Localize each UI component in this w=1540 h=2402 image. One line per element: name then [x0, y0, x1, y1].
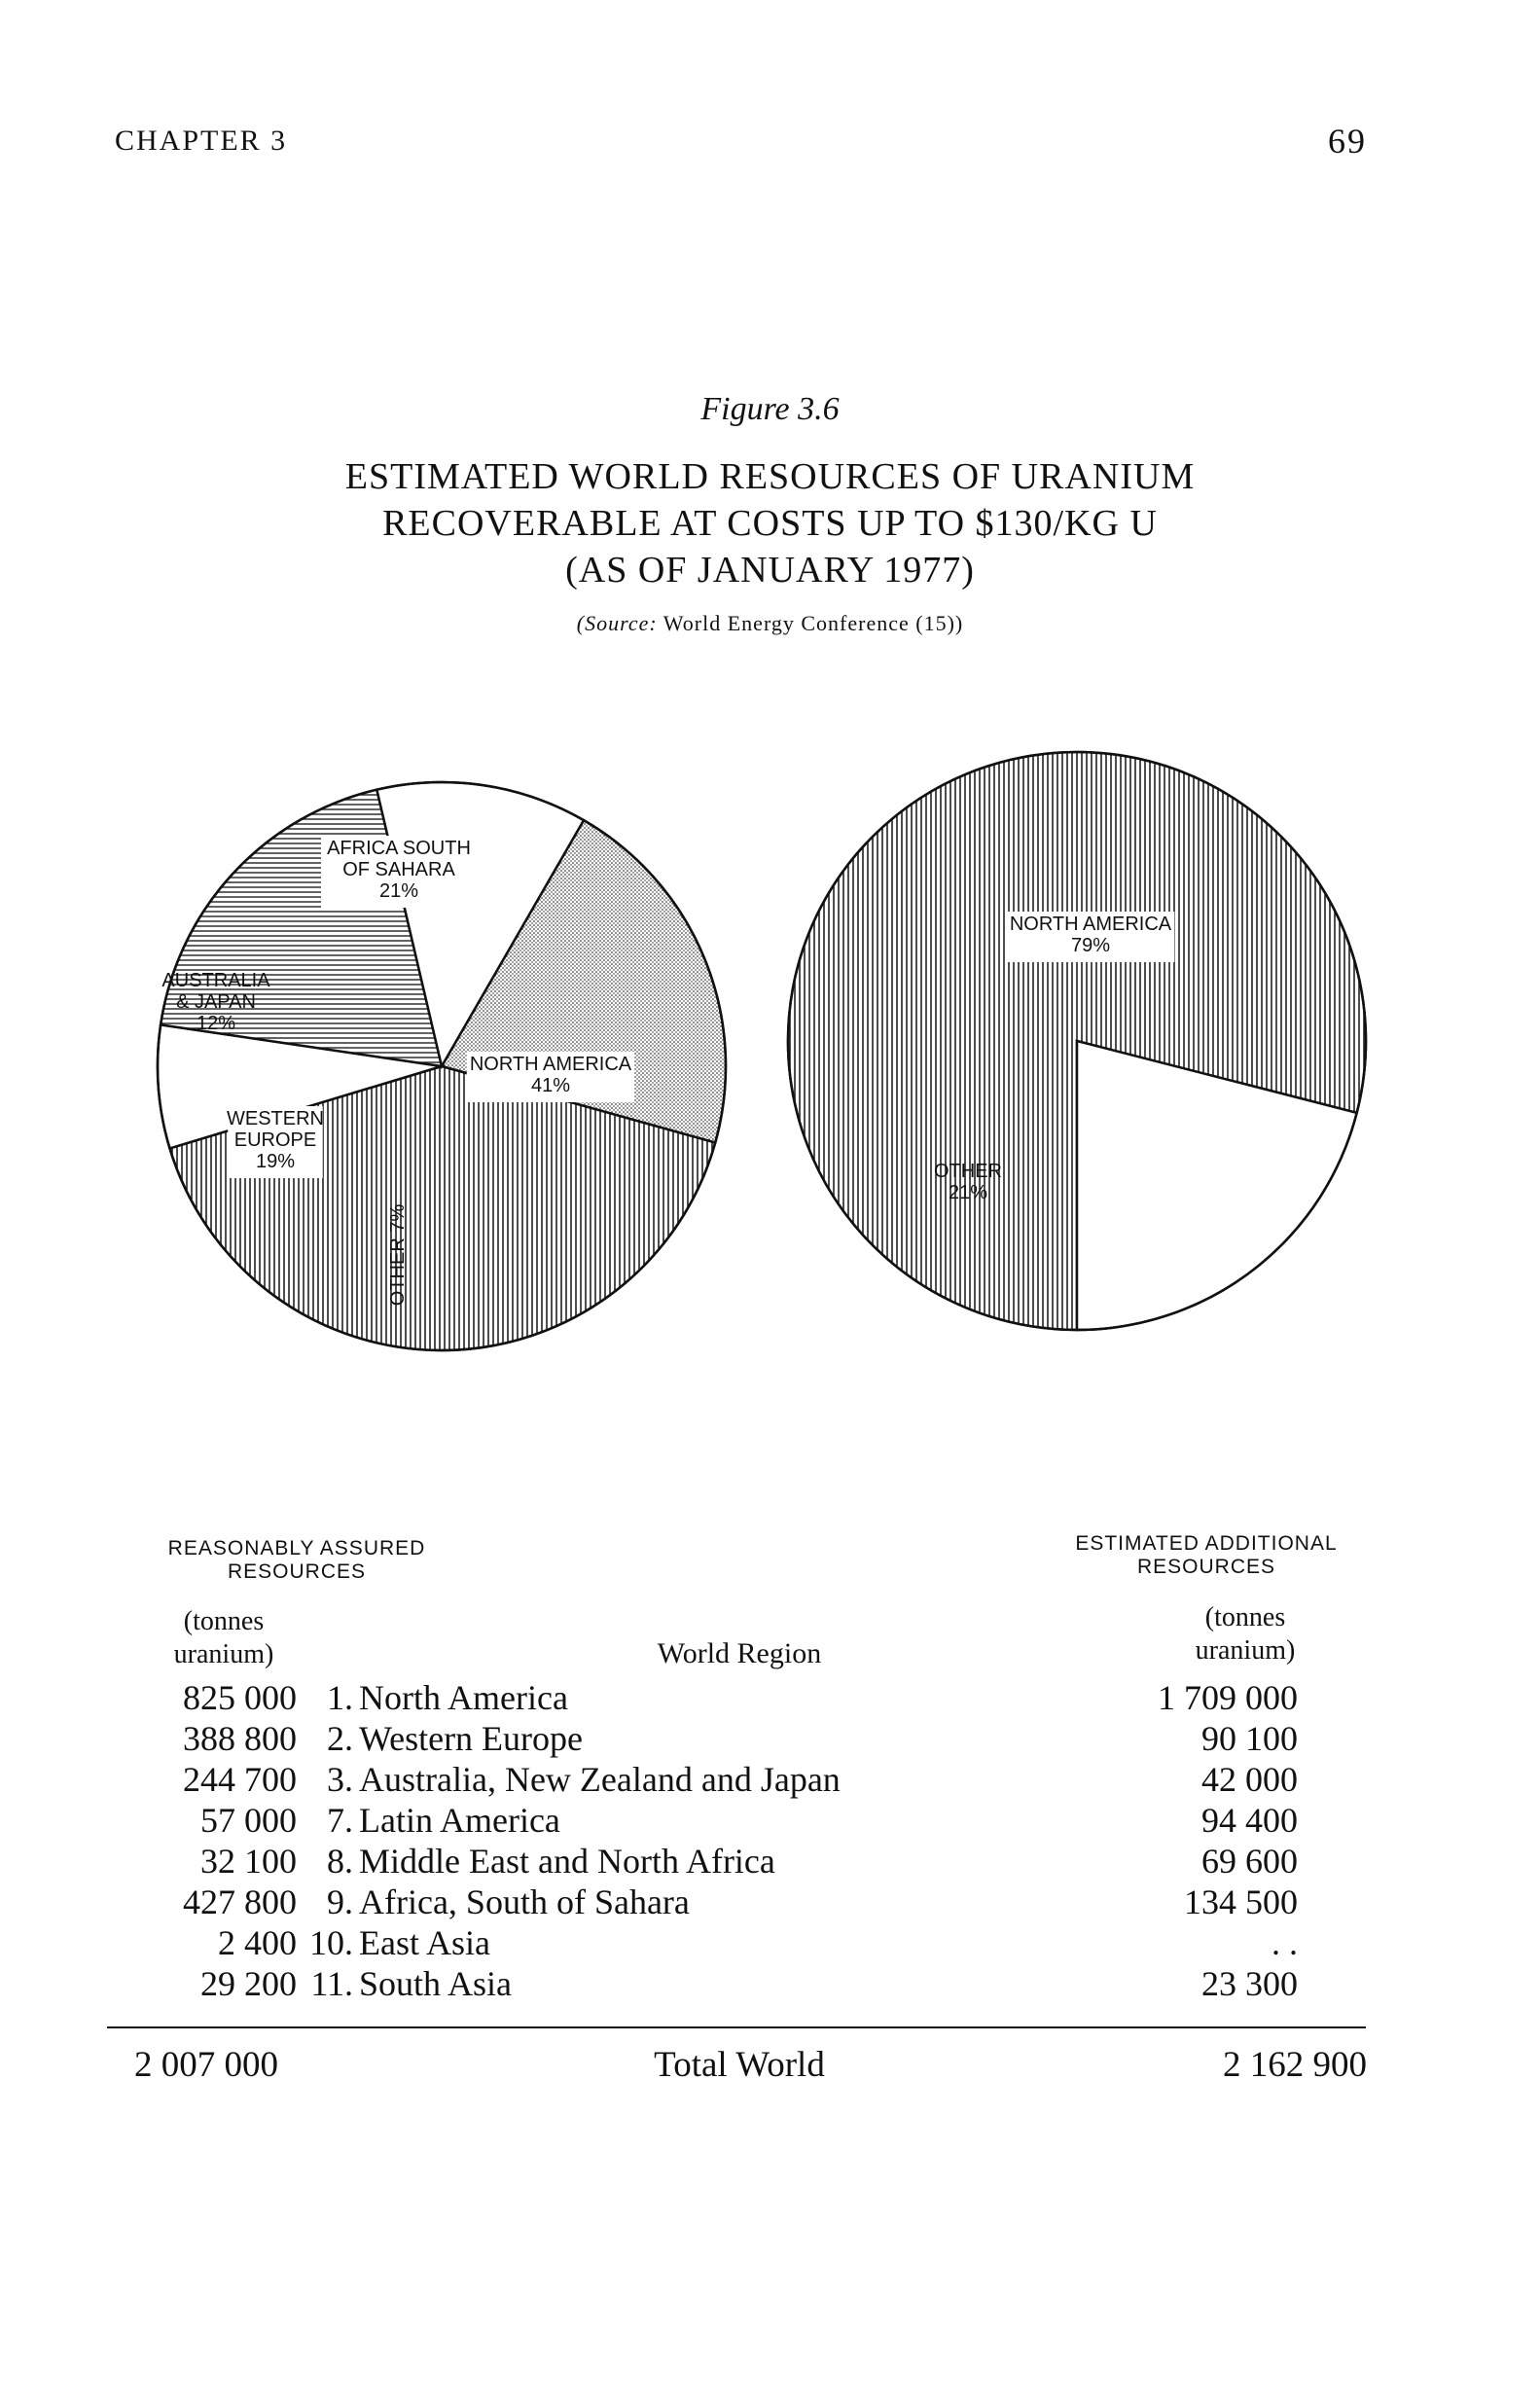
- pie-label-line: 12%: [196, 1013, 236, 1034]
- rar-heading-line-1: REASONABLY ASSURED: [167, 1537, 426, 1560]
- pie-label-line: EUROPE: [233, 1129, 317, 1151]
- region-number: 3.: [327, 1760, 353, 1799]
- region-number: 8.: [327, 1842, 353, 1881]
- pie-slice-label: [321, 836, 477, 908]
- total-rar: 2 007 000: [134, 2045, 278, 2085]
- pie-label-line: 19%: [255, 1151, 296, 1172]
- figure-label: Figure 3.6: [700, 391, 840, 427]
- pie-label-line: & JAPAN: [176, 991, 256, 1013]
- rar-unit: [146, 1605, 302, 1671]
- ear-value: 94 400: [1201, 1801, 1298, 1840]
- source-prefix: (Source:: [576, 611, 658, 635]
- ear-heading-line-2: RESOURCES: [1136, 1556, 1276, 1578]
- ear-heading: [1051, 1532, 1362, 1579]
- ear-pie-chart: [788, 752, 1366, 1330]
- pie-label-line: NORTH AMERICA: [1009, 914, 1172, 935]
- ear-heading-line-1: ESTIMATED ADDITIONAL: [1075, 1532, 1338, 1555]
- ear-unit-line-2: uranium): [1195, 1635, 1296, 1666]
- ear-unit: [1167, 1601, 1323, 1667]
- region-name: Australia, New Zealand and Japan: [359, 1760, 841, 1799]
- pie-slice-label: [467, 1052, 635, 1102]
- table-row: [136, 1882, 1298, 1922]
- table-row: [136, 1677, 1298, 1718]
- region-name: North America: [359, 1678, 568, 1717]
- rar-value: 29 200: [200, 1964, 297, 2003]
- pie-label-line: 21%: [948, 1182, 988, 1203]
- ear-value: 69 600: [1201, 1842, 1298, 1881]
- total-rule: [107, 2026, 1366, 2028]
- pie-slice-label: [1007, 912, 1175, 962]
- pie-label-line: 21%: [378, 880, 419, 902]
- region-heading: World Region: [657, 1637, 822, 1669]
- region-name: East Asia: [359, 1923, 490, 1962]
- table-row: [136, 1963, 1298, 2004]
- pie-label-line: OTHER 7%: [387, 1203, 409, 1307]
- pie-slice-label: [227, 1106, 324, 1178]
- region-number: 9.: [327, 1882, 353, 1921]
- rar-value: 427 800: [183, 1882, 297, 1921]
- pie-label-line: AFRICA SOUTH: [327, 838, 471, 859]
- rar-heading-line-2: RESOURCES: [227, 1560, 367, 1583]
- region-name: Middle East and North Africa: [359, 1842, 775, 1881]
- ear-value: 23 300: [1201, 1964, 1298, 2003]
- ear-value: . .: [1271, 1923, 1298, 1962]
- pie-label-line: AUSTRALIA: [161, 970, 270, 991]
- pie-slice-label: [387, 1204, 409, 1307]
- rar-pie-chart: [158, 782, 726, 1350]
- total-ear: 2 162 900: [1223, 2045, 1367, 2085]
- page-number: 69: [1328, 122, 1367, 161]
- table-row: [136, 1841, 1298, 1882]
- ear-value: 1 709 000: [1158, 1678, 1298, 1717]
- total-label: Total World: [654, 2045, 825, 2085]
- rar-value: 244 700: [183, 1760, 297, 1799]
- table-row: [136, 1759, 1298, 1800]
- source-text: World Energy Conference (15)): [663, 611, 964, 635]
- rar-unit-line-1: (tonnes: [183, 1606, 265, 1636]
- region-number: 11.: [310, 1964, 353, 2003]
- pie-label-line: OTHER: [934, 1161, 1002, 1182]
- chapter-label: CHAPTER 3: [115, 125, 288, 157]
- figure-title-line-1: ESTIMATED WORLD RESOURCES OF URANIUM: [344, 456, 1196, 497]
- table-row: [136, 1922, 1298, 1963]
- rar-unit-line-2: uranium): [173, 1639, 274, 1669]
- pie-charts: [0, 749, 1540, 1391]
- region-name: South Asia: [359, 1964, 513, 2003]
- table-row: [136, 1718, 1298, 1759]
- figure-title-line-2: RECOVERABLE AT COSTS UP TO $130/KG U: [382, 503, 1158, 544]
- pie-label-line: 41%: [530, 1075, 571, 1096]
- region-number: 10.: [309, 1923, 353, 1962]
- ear-value: 134 500: [1184, 1882, 1298, 1921]
- region-name: Latin America: [359, 1801, 560, 1840]
- pie-label-line: NORTH AMERICA: [469, 1054, 632, 1075]
- region-number: 1.: [327, 1678, 353, 1717]
- table-row: [136, 1800, 1298, 1841]
- figure-source: [0, 611, 1540, 636]
- pie-label-line: WESTERN: [227, 1108, 324, 1129]
- rar-heading: [146, 1537, 448, 1584]
- rar-value: 57 000: [200, 1801, 297, 1840]
- region-number: 2.: [327, 1719, 353, 1758]
- rar-value: 825 000: [183, 1678, 297, 1717]
- rar-value: 388 800: [183, 1719, 297, 1758]
- pie-label-line: 79%: [1070, 935, 1111, 956]
- region-name: Western Europe: [359, 1719, 584, 1758]
- figure-title-line-3: (AS OF JANUARY 1977): [565, 550, 975, 591]
- resources-table: [136, 1677, 1298, 2004]
- ear-unit-line-1: (tonnes: [1204, 1602, 1286, 1632]
- ear-value: 90 100: [1201, 1719, 1298, 1758]
- ear-value: 42 000: [1201, 1760, 1298, 1799]
- rar-value: 32 100: [200, 1842, 297, 1881]
- pie-label-line: OF SAHARA: [342, 859, 455, 880]
- region-number: 7.: [327, 1801, 353, 1840]
- rar-value: 2 400: [218, 1923, 297, 1962]
- region-name: Africa, South of Sahara: [359, 1882, 690, 1921]
